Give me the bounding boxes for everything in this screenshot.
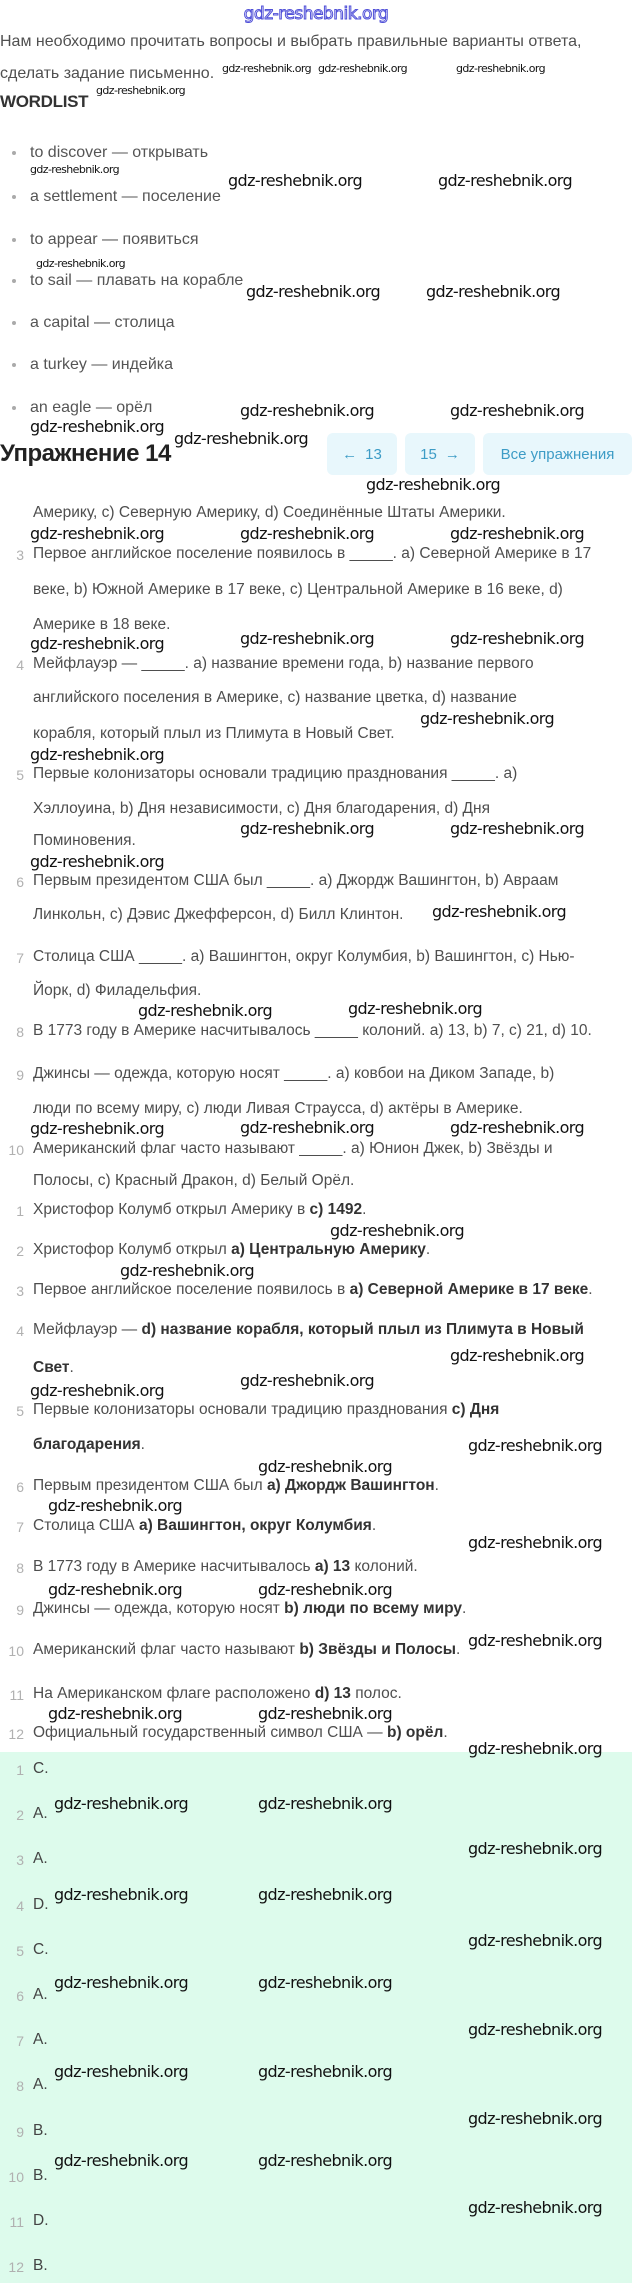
answer-text: [33, 1281, 593, 1299]
wordlist-item-text: a capital — столица: [30, 314, 175, 331]
answer-number: 12: [8, 1726, 24, 1742]
short-answer-number: 4: [16, 1897, 24, 1914]
watermark-text: gdz-reshebnik.org: [426, 282, 561, 301]
answer-suffix: .: [434, 1477, 439, 1494]
watermark-text: gdz-reshebnik.org: [456, 62, 545, 75]
short-answer-letter: A.: [33, 2031, 48, 2049]
watermark-text: gdz-reshebnik.org: [348, 999, 483, 1018]
answer-text: [33, 1641, 460, 1659]
question-text: Америке в 18 веке.: [33, 616, 171, 633]
next-exercise-button[interactable]: [405, 433, 475, 475]
question-text: В 1773 году в Америке насчитывалось _____ колоний. a) 13, b) 7, c) 21, d) 10.: [33, 1022, 592, 1039]
wordlist-item: [12, 187, 221, 206]
watermark-text: gdz-reshebnik.org: [30, 1381, 165, 1400]
watermark-text: gdz-reshebnik.org: [30, 745, 165, 764]
question-number: 9: [16, 1067, 24, 1083]
watermark-text: gdz-reshebnik.org: [258, 1973, 393, 1992]
answer-prefix: Первым президентом США был: [33, 1477, 267, 1494]
wordlist-item: [12, 355, 173, 374]
short-answer-number: 9: [16, 2123, 24, 2140]
wordlist-item-text: to appear — появиться: [30, 231, 199, 248]
question-text: веке, b) Южной Америке в 17 веке, c) Центральной Америке в 16 веке, d): [33, 581, 563, 598]
question-text: Первым президентом США был _____. a) Джордж Вашингтон, b) Авраам: [33, 872, 559, 889]
watermark-text: gdz-reshebnik.org: [258, 2062, 393, 2081]
watermark-text: gdz-reshebnik.org: [54, 2151, 189, 2170]
answer-prefix: В 1773 году в Америке насчитывалось: [33, 1558, 315, 1575]
answer-text: [33, 1321, 584, 1339]
watermark-text: gdz-reshebnik.org: [48, 1704, 183, 1723]
watermark-text: gdz-reshebnik.org: [240, 1371, 375, 1390]
answer-number: 1: [16, 1203, 24, 1219]
watermark-text: gdz-reshebnik.org: [450, 819, 585, 838]
answer-highlight: a) Северной Америке в 17 веке: [349, 1281, 589, 1298]
short-answer-letter: A.: [33, 2076, 48, 2094]
watermark-text: gdz-reshebnik.org: [258, 2151, 393, 2170]
answer-text: [33, 1241, 430, 1259]
answer-prefix: Джинсы — одежда, которую носят: [33, 1600, 285, 1617]
watermark-text: gdz-reshebnik.org: [258, 1457, 393, 1476]
answer-prefix: Первые колонизаторы основали традицию празднования: [33, 1401, 452, 1418]
wordlist-item: [12, 398, 152, 417]
intro-text-line-2: сделать задание письменно.: [0, 65, 215, 82]
question-text: Поминовения.: [33, 832, 136, 849]
short-answer-number: 6: [16, 1988, 24, 2004]
watermark-text: gdz-reshebnik.org: [138, 1001, 273, 1020]
short-answer-number: 2: [16, 1807, 24, 1824]
watermark-text: gdz-reshebnik.org: [174, 429, 309, 448]
answer-text: [33, 1401, 499, 1419]
bullet-icon: [12, 238, 16, 242]
short-answer-letter: B.: [33, 2121, 48, 2139]
answer-highlight: b) орёл: [386, 1724, 444, 1741]
question-text: Американский флаг часто называют _____. a) Юнион Джек, b) Звёзды и: [33, 1140, 553, 1157]
answer-prefix: Американский флаг часто называют: [33, 1641, 300, 1658]
answer-number: 9: [16, 1602, 24, 1618]
watermark-text: gdz-reshebnik.org: [54, 1885, 189, 1904]
short-answer-letter: A.: [33, 1805, 48, 1823]
watermark-text: gdz-reshebnik.org: [54, 2062, 189, 2081]
watermark-text: gdz-reshebnik.org: [432, 902, 567, 921]
watermark-text: gdz-reshebnik.org: [120, 1261, 255, 1280]
answer-suffix: .: [362, 1201, 367, 1218]
watermark-text: gdz-reshebnik.org: [30, 417, 165, 436]
answer-number: 11: [9, 1687, 24, 1703]
question-text: корабля, который плыл из Плимута в Новый Свет.: [33, 725, 395, 742]
question-text: Полосы, c) Красный Дракон, d) Белый Орёл.: [33, 1172, 355, 1189]
watermark-text: gdz-reshebnik.org: [222, 62, 311, 75]
answer-text: [33, 1436, 145, 1454]
question-number: 4: [16, 657, 24, 673]
answer-number: 10: [8, 1643, 24, 1659]
answer-highlight: b) Звёзды и Полосы: [299, 1641, 457, 1658]
watermark-text: gdz-reshebnik.org: [258, 1794, 393, 1813]
watermark-text: gdz-reshebnik.org: [450, 1118, 585, 1137]
answer-prefix: Христофор Колумб открыл: [33, 1241, 232, 1258]
bullet-icon: [12, 406, 16, 410]
watermark-text: gdz-reshebnik.org: [420, 709, 555, 728]
next-exercise-label: 15: [420, 445, 437, 463]
answer-text: [33, 1724, 448, 1742]
watermark-text: gdz-reshebnik.org: [30, 634, 165, 653]
question-text: Линкольн, c) Дэвис Джефферсон, d) Билл Клинтон.: [33, 906, 404, 923]
question-text: Мейфлауэр — _____. a) название времени года, b) название первого: [33, 655, 534, 672]
answer-suffix: .: [69, 1359, 74, 1376]
answer-text: [33, 1558, 418, 1576]
short-answer-number: 1: [16, 1762, 24, 1778]
watermark-text: gdz-reshebnik.org: [30, 1119, 165, 1138]
answer-text: [33, 1685, 402, 1703]
answer-number: 8: [16, 1560, 24, 1576]
watermark-text: gdz-reshebnik.org: [258, 1580, 393, 1599]
answer-highlight: благодарения: [33, 1436, 141, 1453]
answer-number: 5: [16, 1403, 24, 1419]
question-text: Джинсы — одежда, которую носят _____. a) ковбои на Диком Западе, b): [33, 1065, 555, 1082]
wordlist-item: [12, 143, 208, 162]
watermark-text: gdz-reshebnik.org: [468, 1839, 603, 1858]
wordlist-item-text: an eagle — орёл: [30, 399, 153, 416]
watermark-text: gdz-reshebnik.org: [468, 1739, 603, 1758]
short-answer-letter: A.: [33, 1850, 48, 1868]
question-text: Первые колонизаторы основали традицию празднования _____. a): [33, 765, 518, 782]
watermark-text: gdz-reshebnik.org: [30, 163, 119, 176]
answer-highlight: c) Дня: [451, 1401, 500, 1418]
watermark-text: gdz-reshebnik.org: [36, 257, 125, 270]
short-answer-letter: C.: [33, 1760, 49, 1777]
short-answer-number: 7: [16, 2033, 24, 2050]
answer-suffix: полос.: [350, 1685, 402, 1702]
answer-prefix: Христофор Колумб открыл Америку в: [33, 1201, 310, 1218]
watermark-text: gdz-reshebnik.org: [30, 524, 165, 543]
watermark-text: gdz-reshebnik.org: [468, 2198, 603, 2217]
question-number: 3: [16, 547, 24, 563]
short-answer-letter: B.: [33, 2257, 48, 2275]
answer-prefix: Столица США: [33, 1517, 139, 1534]
short-answer-letter: B.: [33, 2166, 48, 2184]
answer-highlight: c) 1492: [309, 1201, 363, 1218]
short-answer-letter: D.: [33, 1895, 49, 1913]
short-answer-number: 5: [16, 1942, 24, 1959]
bullet-icon: [12, 195, 16, 199]
prev-exercise-button[interactable]: [327, 433, 397, 475]
watermark-text: gdz-reshebnik.org: [96, 84, 185, 97]
watermark-text: gdz-reshebnik.org: [240, 524, 375, 543]
question-number: 8: [16, 1024, 24, 1040]
answer-suffix: колоний.: [350, 1558, 418, 1575]
site-logo-watermark: gdz-reshebnik.org: [243, 4, 389, 24]
watermark-text: gdz-reshebnik.org: [450, 629, 585, 648]
answer-highlight: a) Вашингтон, округ Колумбия: [138, 1517, 372, 1534]
watermark-text: gdz-reshebnik.org: [438, 171, 573, 190]
short-answer-letter: C.: [33, 1940, 49, 1958]
answer-prefix: На Американском флаге расположено: [33, 1685, 315, 1702]
watermark-text: gdz-reshebnik.org: [468, 2020, 603, 2039]
watermark-text: gdz-reshebnik.org: [366, 475, 501, 494]
watermark-text: gdz-reshebnik.org: [258, 1885, 393, 1904]
watermark-text: gdz-reshebnik.org: [240, 1118, 375, 1137]
arrow-right-icon: →: [444, 445, 460, 463]
short-answer-number: 8: [16, 2078, 24, 2095]
answer-highlight: a) 13: [314, 1558, 351, 1575]
short-answer-letter: D.: [33, 2212, 49, 2229]
question-text: Америку, c) Северную Америку, d) Соединённые Штаты Америки.: [33, 504, 506, 521]
short-answer-letter: A.: [33, 1986, 48, 2003]
answer-highlight: d) 13: [314, 1685, 351, 1702]
all-exercises-label: Все упражнения: [500, 445, 615, 463]
answer-suffix: .: [371, 1517, 377, 1534]
watermark-text: gdz-reshebnik.org: [246, 282, 381, 301]
wordlist-item: [12, 313, 175, 332]
answer-prefix: Первое английское поселение появилось в: [33, 1281, 350, 1298]
wordlist-item-text: a turkey — индейка: [30, 356, 173, 373]
short-answer-number: 10: [8, 2168, 24, 2185]
answer-prefix: Мейфлауэр —: [33, 1321, 142, 1338]
answer-number: 2: [16, 1243, 24, 1259]
bullet-icon: [12, 363, 16, 367]
watermark-text: gdz-reshebnik.org: [30, 852, 165, 871]
wordlist-item: [12, 271, 243, 290]
question-text: английского поселения в Америке, c) название цветка, d) название: [33, 689, 517, 706]
prev-exercise-label: 13: [365, 445, 382, 463]
watermark-text: gdz-reshebnik.org: [48, 1580, 183, 1599]
watermark-text: gdz-reshebnik.org: [330, 1221, 465, 1240]
answer-number: 3: [16, 1283, 24, 1299]
answer-suffix: .: [456, 1641, 461, 1658]
answer-suffix: .: [588, 1281, 593, 1298]
answer-highlight: a) Центральную Америку: [231, 1241, 426, 1258]
answer-number: 6: [16, 1479, 24, 1495]
answer-number: 4: [16, 1323, 24, 1339]
answer-highlight: b) люди по всему миру: [284, 1600, 463, 1617]
page-title: Упражнение 14: [0, 440, 171, 467]
watermark-text: gdz-reshebnik.org: [54, 1973, 189, 1992]
watermark-text: gdz-reshebnik.org: [228, 171, 363, 190]
question-text: Йорк, d) Филадельфия.: [33, 982, 202, 999]
intro-text-line-1: Нам необходимо прочитать вопросы и выбрать правильные варианты ответа,: [0, 33, 582, 50]
wordlist-item: [12, 230, 199, 249]
all-exercises-button[interactable]: [483, 433, 632, 475]
answer-suffix: .: [462, 1600, 467, 1617]
arrow-left-icon: ←: [342, 445, 358, 463]
watermark-text: gdz-reshebnik.org: [240, 629, 375, 648]
bullet-icon: [12, 151, 16, 155]
watermark-text: gdz-reshebnik.org: [450, 1346, 585, 1365]
wordlist-title: WORDLIST: [0, 92, 89, 111]
watermark-text: gdz-reshebnik.org: [468, 1436, 603, 1455]
answer-text: [33, 1517, 376, 1535]
answer-text: [33, 1477, 439, 1495]
answer-highlight: d) название корабля, который плыл из Плимута в Новый: [141, 1321, 584, 1338]
answer-text: [33, 1600, 466, 1618]
bullet-icon: [12, 321, 16, 325]
short-answer-number: 12: [8, 2259, 24, 2276]
answer-highlight: a) Джордж Вашингтон: [266, 1477, 435, 1494]
watermark-text: gdz-reshebnik.org: [450, 401, 585, 420]
question-number: 5: [16, 767, 24, 783]
watermark-text: gdz-reshebnik.org: [48, 1496, 183, 1515]
answer-highlight: Свет: [33, 1359, 70, 1376]
answer-text: [33, 1201, 366, 1219]
short-answer-number: 3: [16, 1852, 24, 1869]
answer-number: 7: [16, 1519, 24, 1535]
question-number: 7: [16, 950, 24, 966]
answer-prefix: Официальный государственный символ США —: [33, 1724, 387, 1741]
answer-suffix: .: [425, 1241, 431, 1258]
watermark-text: gdz-reshebnik.org: [468, 1631, 603, 1650]
question-text: Хэллоуина, b) Дня независимости, c) Дня благодарения, d) Дня: [33, 800, 491, 817]
question-text: Первое английское поселение появилось в _____. a) Северной Америке в 17: [33, 545, 592, 562]
answer-text: [33, 1359, 74, 1377]
answer-suffix: .: [443, 1724, 448, 1741]
watermark-text: gdz-reshebnik.org: [240, 819, 375, 838]
short-answer-number: 11: [9, 2214, 24, 2230]
wordlist-item-text: to sail — плавать на корабле: [30, 272, 244, 289]
wordlist-item-text: to discover — открывать: [30, 144, 209, 161]
question-number: 10: [8, 1142, 24, 1158]
watermark-text: gdz-reshebnik.org: [468, 2109, 603, 2128]
watermark-text: gdz-reshebnik.org: [240, 401, 375, 420]
wordlist-item-text: a settlement — поселение: [30, 188, 221, 205]
question-number: 6: [16, 874, 24, 890]
bullet-icon: [12, 279, 16, 283]
question-text: Столица США _____. a) Вашингтон, округ Колумбия, b) Вашингтон, c) Нью-: [33, 948, 575, 965]
watermark-text: gdz-reshebnik.org: [450, 524, 585, 543]
answer-suffix: .: [140, 1436, 145, 1453]
watermark-text: gdz-reshebnik.org: [54, 1794, 189, 1813]
watermark-text: gdz-reshebnik.org: [258, 1704, 393, 1723]
watermark-text: gdz-reshebnik.org: [468, 1533, 603, 1552]
watermark-text: gdz-reshebnik.org: [468, 1931, 603, 1950]
question-text: люди по всему миру, c) люди Ливая Страусса, d) актёры в Америке.: [33, 1100, 523, 1117]
watermark-text: gdz-reshebnik.org: [318, 62, 407, 75]
